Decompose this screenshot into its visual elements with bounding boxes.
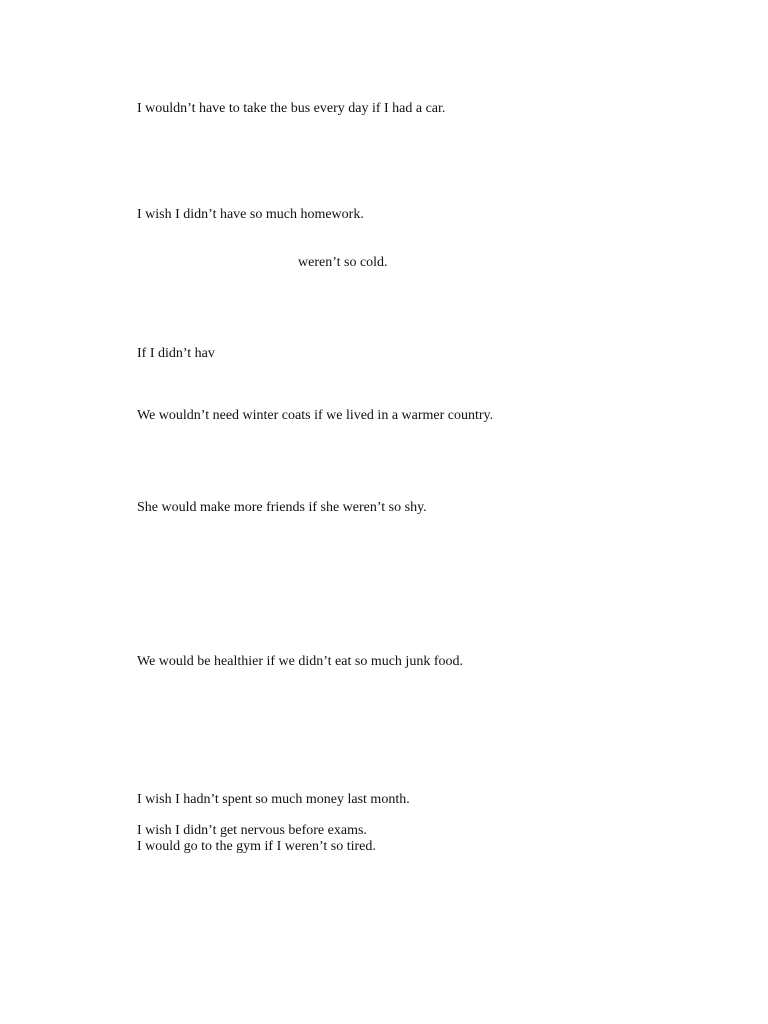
text-line-6: She would make more friends if she weren’t so shy. bbox=[137, 500, 427, 515]
text-line-9: I wish I didn’t get nervous before exams. bbox=[137, 823, 367, 838]
text-line-2: I wish I didn’t have so much homework. bbox=[137, 207, 364, 222]
text-line-7: We would be healthier if we didn’t eat so much junk food. bbox=[137, 654, 463, 669]
text-line-8: I wish I hadn’t spent so much money last month. bbox=[137, 792, 410, 807]
text-line-10: I would go to the gym if I weren’t so tired. bbox=[137, 839, 376, 854]
text-line-5: We wouldn’t need winter coats if we lived in a warmer country. bbox=[137, 408, 494, 423]
text-line-4: If I didn’t hav bbox=[137, 346, 215, 361]
text-line-3: weren’t so cold. bbox=[298, 255, 388, 270]
text-line-1: I wouldn’t have to take the bus every day if I had a car. bbox=[137, 101, 446, 116]
